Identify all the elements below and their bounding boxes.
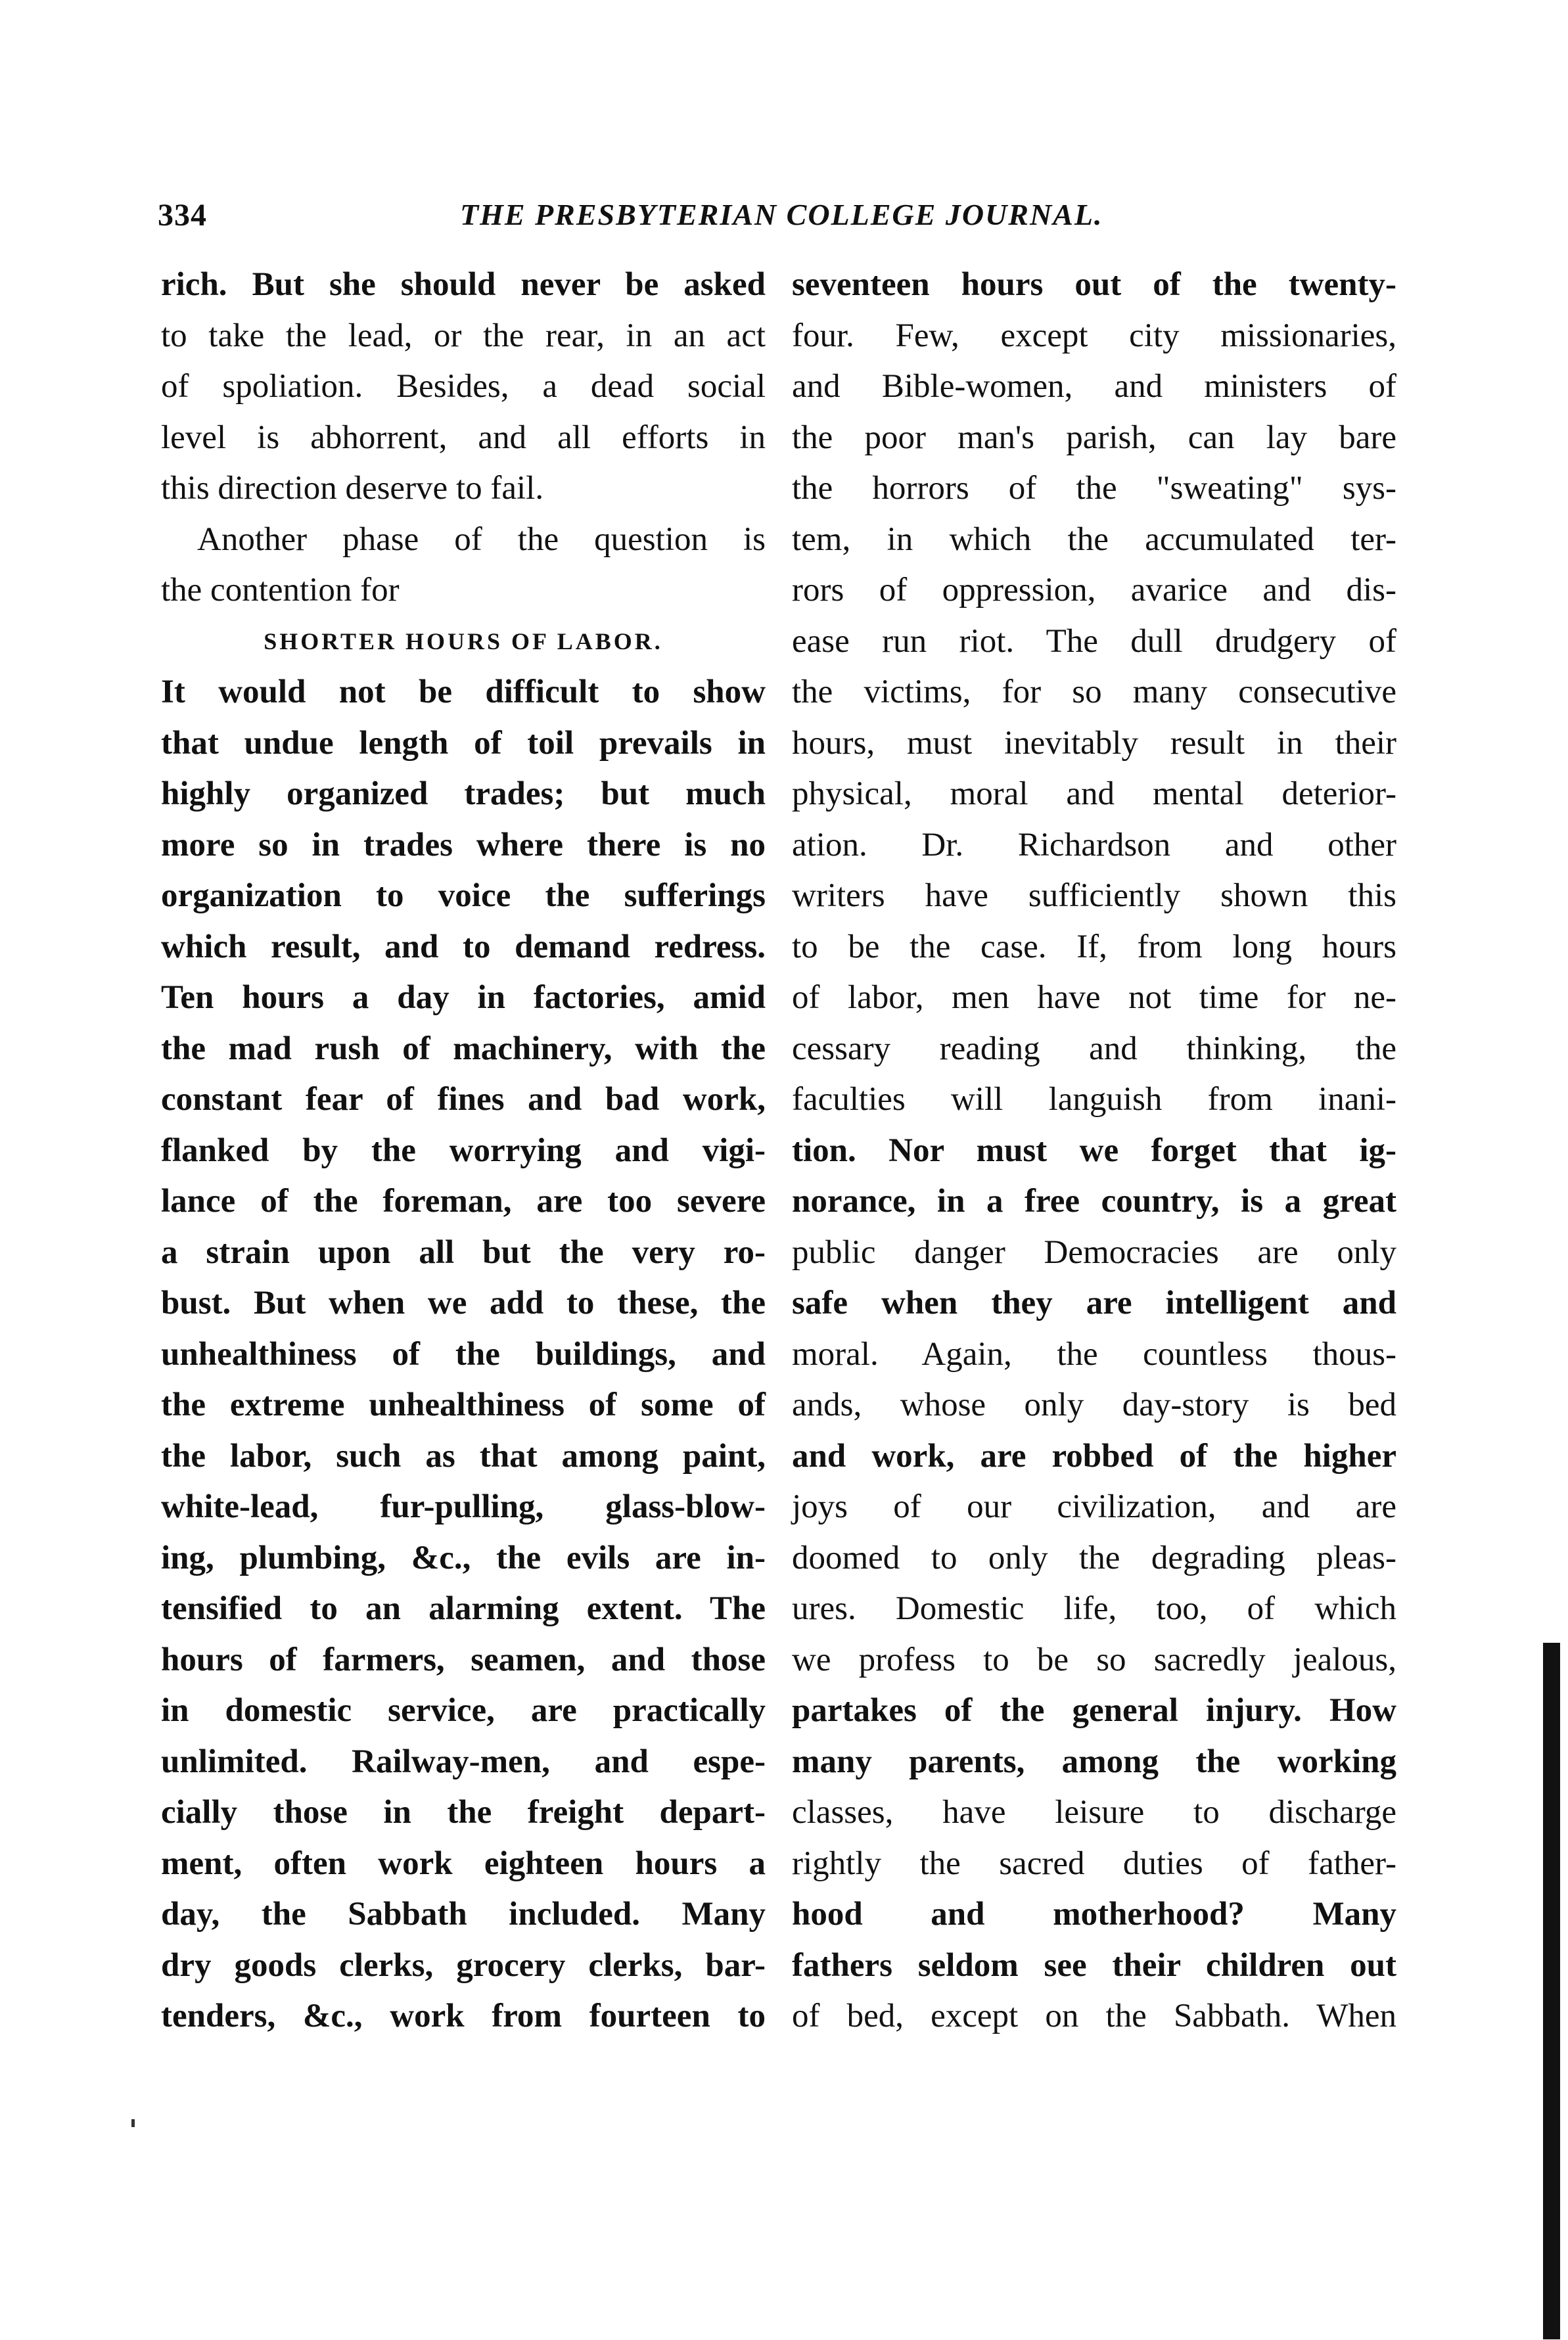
section-subheading: SHORTER HOURS OF LABOR.	[264, 628, 663, 654]
text-line: hours of farmers, seamen, and those	[161, 1641, 766, 1678]
right-text-column	[792, 260, 1396, 2042]
text-line: in domestic service, are practically	[161, 1692, 766, 1729]
text-line: ation. Dr. Richardson and other	[792, 826, 1396, 863]
text-line: of bed, except on the Sabbath. When	[792, 1998, 1396, 2034]
text-line: four. Few, except city missionaries,	[792, 317, 1396, 354]
text-line: writers have sufficiently shown this	[792, 877, 1396, 914]
text-line: this direction deserve to fail.	[161, 470, 544, 507]
text-line: many parents, among the working	[792, 1743, 1396, 1780]
text-line: which result, and to demand redress.	[161, 928, 766, 965]
text-line: rich. But she should never be asked	[161, 266, 766, 303]
text-line: unhealthiness of the buildings, and	[161, 1335, 766, 1373]
text-line: tion. Nor must we forget that ig-	[792, 1132, 1396, 1169]
text-line: safe when they are intelligent and	[792, 1285, 1396, 1321]
text-line: norance, in a free country, is a great	[792, 1183, 1396, 1220]
text-line: and Bible-women, and ministers of	[792, 368, 1396, 405]
text-line: highly organized trades; but much	[161, 775, 766, 812]
text-line: partakes of the general injury. How	[792, 1692, 1396, 1729]
text-line: the poor man's parish, can lay bare	[792, 419, 1396, 456]
text-line: tem, in which the accumulated ter-	[792, 520, 1396, 558]
text-line: rors of oppression, avarice and dis-	[792, 572, 1396, 608]
text-line: the extreme unhealthiness of some of	[161, 1387, 766, 1423]
text-line: hood and motherhood? Many	[792, 1896, 1396, 1933]
text-line: white-lead, fur-pulling, glass-blow-	[161, 1488, 766, 1525]
text-line: more so in trades where there is no	[161, 826, 766, 863]
text-line: level is abhorrent, and all efforts in	[161, 419, 766, 456]
text-line: dry goods clerks, grocery clerks, bar-	[161, 1946, 766, 1984]
text-line: tenders, &c., work from fourteen to	[161, 1998, 766, 2034]
text-line: joys of our civilization, and are	[792, 1488, 1396, 1525]
text-line: a strain upon all but the very ro-	[161, 1233, 766, 1271]
text-line: bust. But when we add to these, the	[161, 1285, 766, 1321]
text-line: that undue length of toil prevails in	[161, 724, 766, 762]
text-line: fathers seldom see their children out	[792, 1946, 1396, 1984]
text-line: flanked by the worrying and vigi-	[161, 1132, 766, 1169]
text-line: doomed to only the degrading pleas-	[792, 1539, 1396, 1576]
text-line: ures. Domestic life, too, of which	[792, 1590, 1396, 1627]
text-line: ing, plumbing, &c., the evils are in-	[161, 1539, 766, 1576]
text-line: to be the case. If, from long hours	[792, 928, 1396, 965]
scan-edge-bar	[1543, 1643, 1560, 2339]
text-line: Another phase of the question is	[197, 520, 766, 558]
text-line: organization to voice the sufferings	[161, 877, 766, 914]
text-line: cessary reading and thinking, the	[792, 1030, 1396, 1067]
text-line: seventeen hours out of the twenty-	[792, 266, 1396, 303]
text-line: physical, moral and mental deterior-	[792, 775, 1396, 812]
scan-speck	[131, 2119, 135, 2127]
text-line: and work, are robbed of the higher	[792, 1437, 1396, 1475]
text-line: of spoliation. Besides, a dead social	[161, 368, 766, 405]
text-line: the mad rush of machinery, with the	[161, 1030, 766, 1067]
text-line: tensified to an alarming extent. The	[161, 1590, 766, 1627]
text-line: day, the Sabbath included. Many	[161, 1896, 766, 1933]
text-line: ment, often work eighteen hours a	[161, 1845, 766, 1882]
text-line: unlimited. Railway-men, and espe-	[161, 1743, 766, 1780]
text-line: public danger Democracies are only	[792, 1233, 1396, 1271]
text-line: It would not be difficult to show	[161, 674, 766, 710]
text-line: the victims, for so many consecutive	[792, 674, 1396, 710]
text-line: hours, must inevitably result in their	[792, 724, 1396, 762]
text-line: constant fear of fines and bad work,	[161, 1081, 766, 1118]
text-line: moral. Again, the countless thous-	[792, 1335, 1396, 1373]
left-text-column	[161, 260, 766, 2042]
page-number: 334	[158, 198, 207, 233]
text-line: classes, have leisure to discharge	[792, 1794, 1396, 1831]
text-line: lance of the foreman, are too severe	[161, 1183, 766, 1220]
text-line: the horrors of the "sweating" sys-	[792, 470, 1396, 507]
text-line: cially those in the freight depart-	[161, 1794, 766, 1831]
text-line: ease run riot. The dull drudgery of	[792, 622, 1396, 660]
text-line: Ten hours a day in factories, amid	[161, 979, 766, 1016]
text-line: faculties will languish from inani-	[792, 1081, 1396, 1118]
running-head: THE PRESBYTERIAN COLLEGE JOURNAL.	[460, 198, 1103, 231]
text-line: to take the lead, or the rear, in an act	[161, 317, 766, 354]
page-header	[158, 197, 1393, 250]
text-line: we profess to be so sacredly jealous,	[792, 1641, 1396, 1678]
text-line: the labor, such as that among paint,	[161, 1437, 766, 1475]
text-line: rightly the sacred duties of father-	[792, 1845, 1396, 1882]
text-line: ands, whose only day-story is bed	[792, 1387, 1396, 1423]
text-line: the contention for	[161, 572, 400, 608]
text-line: of labor, men have not time for ne-	[792, 979, 1396, 1016]
